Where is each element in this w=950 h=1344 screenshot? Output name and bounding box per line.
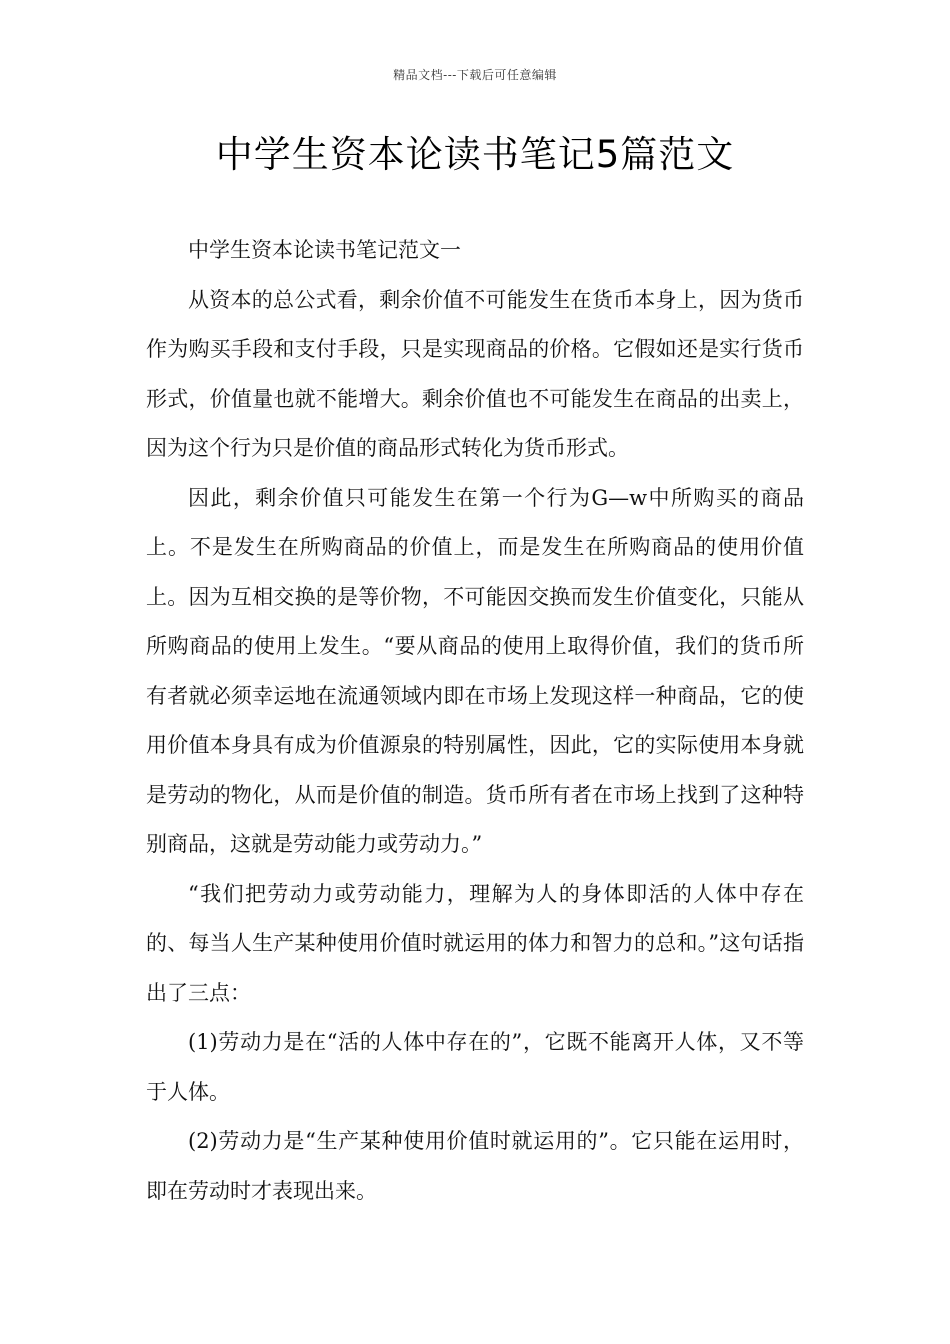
body-paragraph-3: “我们把劳动力或劳动能力，理解为人的身体即活的人体中存在的、每当人生产某种使用价值时就运用的体力和智力的总和。”这句话指出了三点：: [146, 881, 804, 1005]
body-paragraph-5: (2)劳动力是“生产某种使用价值时就运用的”。它只能在运用时，即在劳动时才表现出来。: [146, 1129, 804, 1203]
page-header-note: 精品文档---下载后可任意编辑: [393, 68, 557, 82]
document-title: 中学生资本论读书笔记5篇范文: [215, 133, 735, 176]
body-paragraph-4: (1)劳动力是在“活的人体中存在的”，它既不能离开人体，又不等于人体。: [146, 1030, 804, 1104]
body-paragraph-1: 从资本的总公式看，剩余价值不可能发生在货币本身上，因为货币作为购买手段和支付手段，只是实现商品的价格。它假如还是实行货币形式，价值量也就不能增大。剩余价值也不可能发生在商品的出卖上，因为这个行为只是价值的商品形式转化为货币形式。: [146, 287, 804, 460]
document-body: [146, 226, 804, 1216]
section-subheading: 中学生资本论读书笔记范文一: [188, 238, 461, 262]
body-paragraph-2: 因此，剩余价值只可能发生在第一个行为G—w中所购买的商品上。不是发生在所购商品的价值上，而是发生在所购商品的使用价值上。因为互相交换的是等价物，不可能因交换而发生价值变化，只能从所购商品的使用上发生。“要从商品的使用上取得价值，我们的货币所有者就必须幸运地在流通领域内即在市场上发现这样一种商品，它的使用价值本身具有成为价值源泉的特别属性，因此，它的实际使用本身就是劳动的物化，从而是价值的制造。货币所有者在市场上找到了这种特别商品，这就是劳动能力或劳动力。”: [146, 485, 804, 856]
